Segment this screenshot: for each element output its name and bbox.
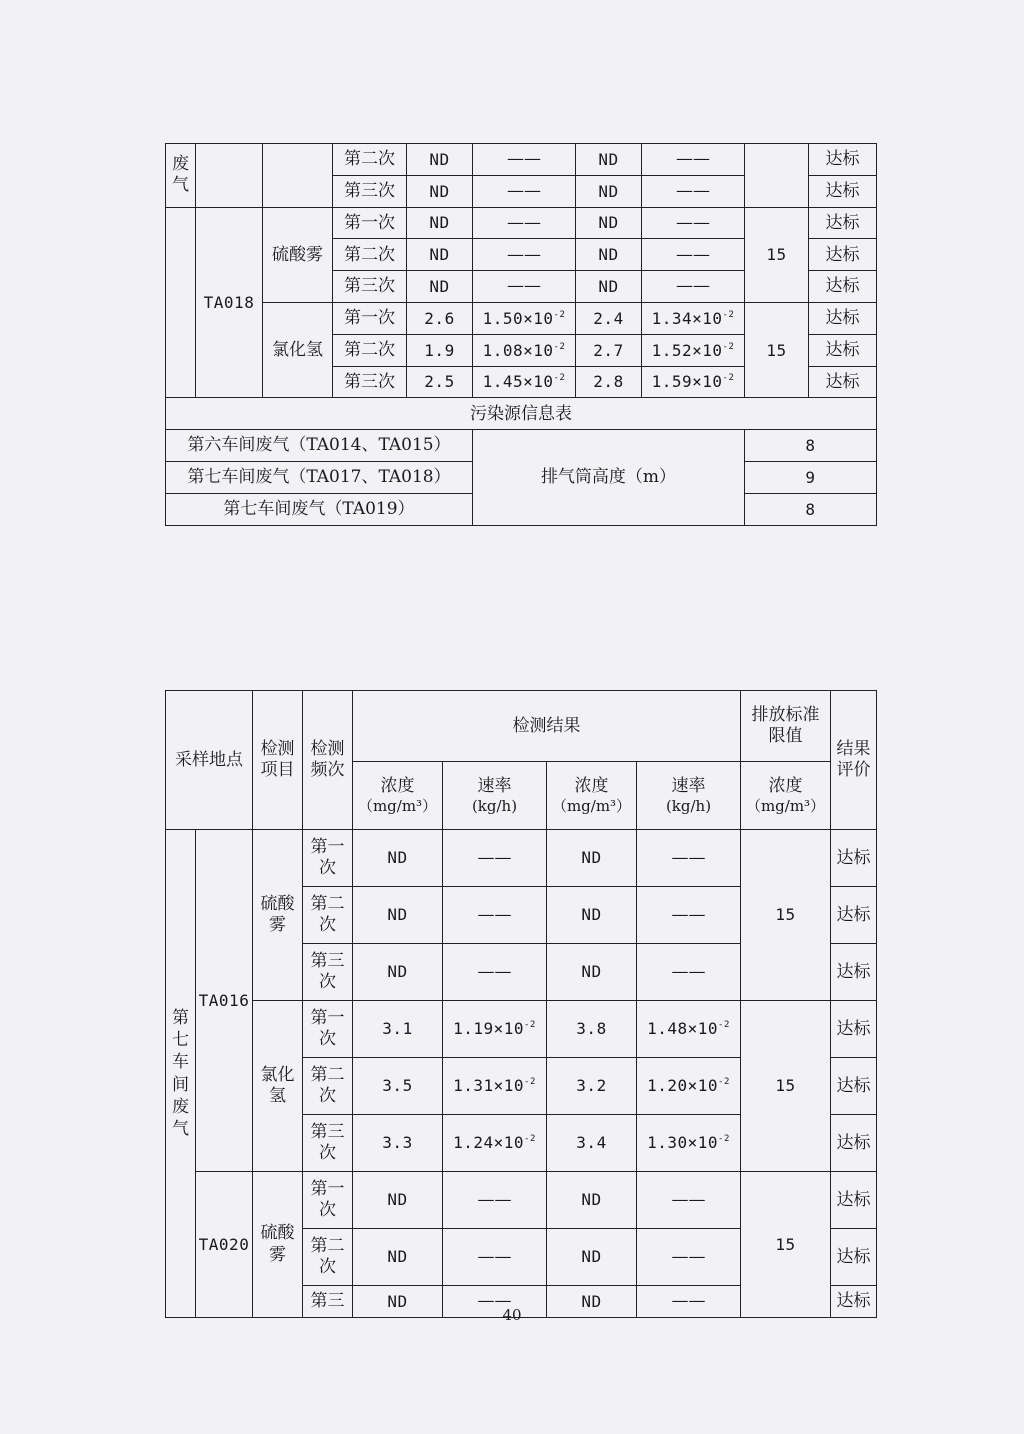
eval-cell: 达标 [831,1229,877,1286]
rate-cell [642,334,745,366]
freq-cell: 第二次 [303,1229,353,1286]
rate-exponent: -2 [718,1077,730,1088]
rate-cell [642,366,745,398]
rate-base: 1.52×10 [651,340,723,360]
freq-cell: 第二次 [333,144,407,176]
item-hydrogen-chloride: 氯化氢 [253,1001,303,1172]
item-cell-prev [263,144,333,208]
rate-exponent: -2 [524,1134,536,1145]
rate-cell: —— [443,887,547,944]
freq-cell: 第一次 [333,302,407,334]
limit-cell: 15 [745,207,809,302]
freq-cell: 第一次 [303,1172,353,1229]
header-results: 检测结果 [353,691,741,762]
conc-cell: ND [407,144,473,176]
rate-cell: —— [473,271,576,303]
rate-cell [637,1001,741,1058]
workshop-label [166,830,196,1318]
rate-cell: —— [637,1286,741,1318]
rate-cell: —— [443,944,547,1001]
header-conc: 浓度 [574,776,609,797]
conc-cell: 1.9 [407,334,473,366]
conc-cell: ND [353,830,443,887]
conc-cell: 2.6 [407,302,473,334]
header-rate: 速率 [671,776,706,797]
emission-results-table [165,690,877,1318]
rate-base: 1.34×10 [651,308,723,328]
eval-cell: 达标 [831,1115,877,1172]
rate-cell [443,1001,547,1058]
eval-cell: 达标 [809,366,877,398]
stack-height-value: 8 [745,493,877,525]
eval-cell: 达标 [809,144,877,176]
rate-base: 1.31×10 [453,1076,525,1096]
pollution-source-title: 污染源信息表 [166,398,877,430]
header-conc: 浓度 [380,776,415,797]
item-sulfuric-mist: 硫酸雾 [263,207,333,302]
limit-cell-prev [745,144,809,208]
limit-cell: 15 [745,302,809,397]
rate-cell: —— [637,944,741,1001]
rate-base: 1.08×10 [482,340,554,360]
source-name: 第七车间废气（TA019） [166,493,473,525]
conc-cell: ND [353,1229,443,1286]
conc-cell: 2.7 [576,334,642,366]
page-number: 40 [502,1306,522,1324]
rate-cell [443,1115,547,1172]
freq-cell: 第三次 [333,366,407,398]
rate-cell: —— [642,175,745,207]
rate-base: 1.19×10 [453,1019,525,1039]
rate-cell: —— [443,1172,547,1229]
conc-cell: 3.1 [353,1001,443,1058]
freq-cell: 第一次 [303,1001,353,1058]
rate-exponent: -2 [722,373,735,384]
item-sulfuric-mist: 硫酸雾 [253,830,303,1001]
freq-cell: 第三次 [303,1115,353,1172]
freq-cell: 第一次 [333,207,407,239]
eval-cell: 达标 [831,887,877,944]
eval-cell: 达标 [809,175,877,207]
freq-cell: 第二次 [333,334,407,366]
rate-cell: —— [473,207,576,239]
conc-cell: 3.3 [353,1115,443,1172]
rate-cell: —— [473,144,576,176]
conc-cell: ND [576,271,642,303]
conc-cell: 2.8 [576,366,642,398]
rate-cell: —— [637,887,741,944]
rate-cell: —— [637,1229,741,1286]
limit-cell: 15 [741,830,831,1001]
eval-cell: 达标 [809,239,877,271]
stack-height-label: 排气筒高度（m） [473,430,745,525]
stack-height-value: 8 [745,430,877,462]
rate-exponent: -2 [524,1077,536,1088]
location-ta020: TA020 [196,1172,253,1318]
rate-cell: —— [473,239,576,271]
item-hydrogen-chloride: 氯化氢 [263,302,333,397]
rate-cell: —— [637,1172,741,1229]
rate-cell [637,1058,741,1115]
header-limit-conc: 浓度 [768,776,803,797]
freq-cell: 第二次 [303,1058,353,1115]
rate-cell: —— [443,830,547,887]
rate-cell: —— [642,207,745,239]
conc-cell: ND [576,144,642,176]
header-rate: 速率 [477,776,512,797]
eval-cell: 达标 [809,334,877,366]
conc-cell: ND [547,1172,637,1229]
conc-cell: ND [547,944,637,1001]
eval-cell: 达标 [831,944,877,1001]
conc-cell: ND [547,1229,637,1286]
rate-base: 1.30×10 [647,1133,719,1153]
header-limit-unit: （mg/m³） [745,796,826,815]
rate-cell: —— [637,830,741,887]
rate-exponent: -2 [722,341,735,352]
item-sulfuric-mist: 硫酸雾 [253,1172,303,1318]
freq-cell: 第二次 [333,239,407,271]
freq-cell: 第二次 [303,887,353,944]
location-ta018: TA018 [196,207,263,398]
eval-cell: 达标 [809,302,877,334]
rate-exponent: -2 [553,341,566,352]
conc-cell: ND [353,1172,443,1229]
eval-cell: 达标 [831,1001,877,1058]
freq-cell: 第一次 [303,830,353,887]
rate-exponent: -2 [553,373,566,384]
eval-cell: 达标 [831,1058,877,1115]
conc-cell: ND [353,887,443,944]
eval-cell: 达标 [809,207,877,239]
rate-cell [473,334,576,366]
workshop-label-text: 第七车间废气 [172,1008,189,1139]
exhaust-label-blank [166,207,196,398]
source-name: 第七车间废气（TA017、TA018） [166,461,473,493]
rate-base: 1.50×10 [482,308,554,328]
rate-base: 1.20×10 [647,1076,719,1096]
conc-cell: ND [576,239,642,271]
conc-cell: ND [407,175,473,207]
rate-cell [642,302,745,334]
header-conc-unit: （mg/m³） [551,796,632,815]
rate-exponent: -2 [718,1020,730,1031]
conc-cell: ND [407,207,473,239]
rate-cell [443,1058,547,1115]
stack-height-value: 9 [745,461,877,493]
rate-cell: —— [642,271,745,303]
rate-cell: —— [443,1286,547,1318]
conc-cell: ND [353,944,443,1001]
limit-cell: 15 [741,1172,831,1318]
conc-cell: ND [547,830,637,887]
header-frequency: 检测频次 [303,691,353,830]
limit-cell: 15 [741,1001,831,1172]
freq-cell: 第三 [303,1286,353,1318]
rate-cell: —— [642,144,745,176]
conc-cell: 2.5 [407,366,473,398]
exhaust-label: 废气 [166,144,196,208]
eval-cell: 达标 [831,1172,877,1229]
rate-exponent: -2 [722,309,735,320]
header-conc-unit: （mg/m³） [357,796,438,815]
location-ta016: TA016 [196,830,253,1172]
emission-results-table-continued [165,143,877,526]
conc-cell: 3.5 [353,1058,443,1115]
conc-cell: ND [576,207,642,239]
rate-base: 1.48×10 [647,1019,719,1039]
eval-cell: 达标 [831,830,877,887]
rate-base: 1.45×10 [482,372,554,392]
freq-cell: 第三次 [333,271,407,303]
freq-cell: 第三次 [333,175,407,207]
rate-exponent: -2 [718,1134,730,1145]
freq-cell: 第三次 [303,944,353,1001]
eval-cell: 达标 [809,271,877,303]
header-rate-unit: (kg/h) [665,796,712,815]
rate-exponent: -2 [553,309,566,320]
rate-base: 1.59×10 [651,372,723,392]
header-location: 采样地点 [166,691,253,830]
location-cell-prev [196,144,263,208]
conc-cell: 2.4 [576,302,642,334]
conc-cell: 3.8 [547,1001,637,1058]
rate-cell [473,302,576,334]
conc-cell: 3.4 [547,1115,637,1172]
rate-cell [473,366,576,398]
header-item: 检测项目 [253,691,303,830]
conc-cell: ND [576,175,642,207]
conc-cell: ND [407,239,473,271]
header-evaluation: 结果评价 [831,691,877,830]
rate-cell [637,1115,741,1172]
rate-exponent: -2 [524,1020,536,1031]
header-limit: 排放标准限值 [741,691,831,762]
header-rate-unit: (kg/h) [471,796,518,815]
conc-cell: ND [407,271,473,303]
rate-base: 1.24×10 [453,1133,525,1153]
rate-cell: —— [642,239,745,271]
source-name: 第六车间废气（TA014、TA015） [166,430,473,462]
rate-cell: —— [443,1229,547,1286]
conc-cell: 3.2 [547,1058,637,1115]
conc-cell: ND [353,1286,443,1318]
conc-cell: ND [547,887,637,944]
conc-cell: ND [547,1286,637,1318]
rate-cell: —— [473,175,576,207]
eval-cell: 达标 [831,1286,877,1318]
